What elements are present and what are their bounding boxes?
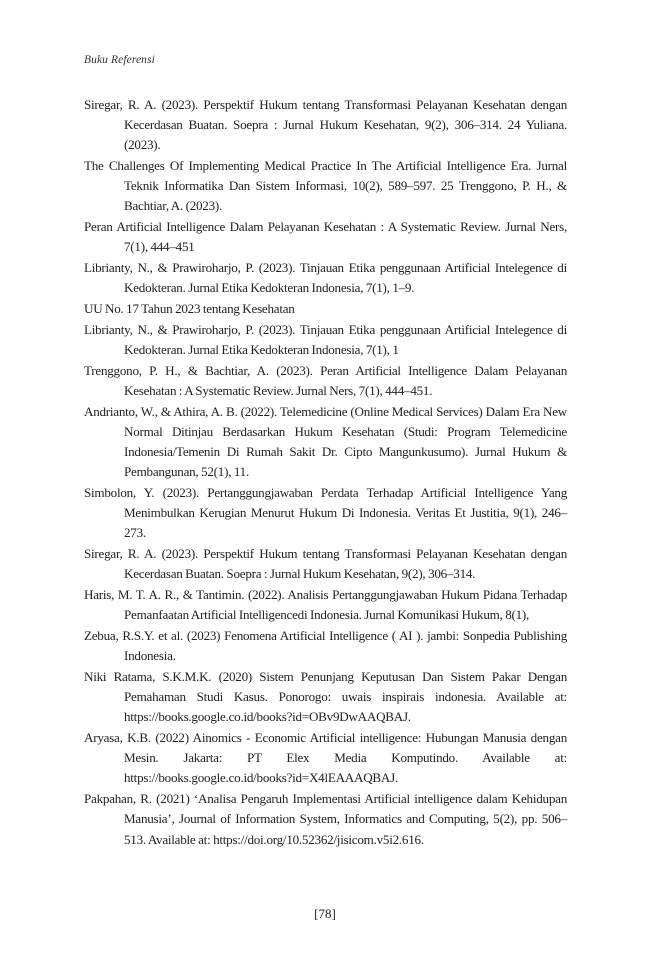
reference-entry: Simbolon, Y. (2023). Pertanggungjawaban Perdata Terhadap Artificial Intelligence Yang Menimbulkan Kerugian Menurut Hukum Di Indonesia. Veritas Et Justitia, 9(1), 246–273. [84,485,567,541]
running-header: Buku Referensi [84,54,155,66]
reference-entry: Aryasa, K.B. (2022) Ainomics - Economic Artificial intelligence: Hubungan Manusia dengan Mesin. Jakarta: PT Elex Media Komputindo. Available at: https://books.google.co.id/books?id=X4lEAAAQBAJ. [84,730,567,786]
page-number: [78] [314,906,336,921]
reference-list [84,95,567,850]
reference-entry: Niki Ratama, S.K.M.K. (2020) Sistem Penunjang Keputusan Dan Sistem Pakar Dengan Pemahaman Studi Kasus. Ponorogo: uwais inspirais indonesia. Available at: https://books.google.co.id/books?id=OBv9DwAAQBAJ. [84,669,567,725]
reference-entry: Pakpahan, R. (2021) ‘Analisa Pengaruh Implementasi Artificial intelligence dalam Kehidupan Manusia’, Journal of Information System, Informatics and Computing, 5(2), pp. 506–513. Available at: https://doi.org/10.52362/jisicom.v5i2.616. [84,791,567,847]
reference-entry: Trenggono, P. H., & Bachtiar, A. (2023). Peran Artificial Intelligence Dalam Pelayanan Kesehatan : A Systematic Review. Jurnal Ners, 7(1), 444–451. [84,363,567,399]
reference-entry: Siregar, R. A. (2023). Perspektif Hukum tentang Transformasi Pelayanan Kesehatan dengan Kecerdasan Buatan. Soepra : Jurnal Hukum Kesehatan, 9(2), 306–314. 24 Yuliana. (2023). [84,97,567,153]
reference-entry: The Challenges Of Implementing Medical Practice In The Artificial Intelligence Era. Jurnal Teknik Informatika Dan Sistem Informasi, 10(2), 589–597. 25 Trenggono, P. H., & Bachtiar, A. (2023). [84,158,567,214]
reference-entry: Librianty, N., & Prawiroharjo, P. (2023). Tinjauan Etika penggunaan Artificial Intelegence di Kedokteran. Jurnal Etika Kedokteran Indonesia, 7(1), 1–9. [84,260,567,296]
reference-entry: Siregar, R. A. (2023). Perspektif Hukum tentang Transformasi Pelayanan Kesehatan dengan Kecerdasan Buatan. Soepra : Jurnal Hukum Kesehatan, 9(2), 306–314. [84,546,567,582]
reference-entry: Zebua, R.S.Y. et al. (2023) Fenomena Artificial Intelligence ( AI ). jambi: Sonpedia Publishing Indonesia. [84,628,567,664]
reference-entry: Peran Artificial Intelligence Dalam Pelayanan Kesehatan : A Systematic Review. Jurnal Ners, 7(1), 444–451 [84,219,567,255]
reference-entry: UU No. 17 Tahun 2023 tentang Kesehatan [84,301,295,317]
reference-entry: Librianty, N., & Prawiroharjo, P. (2023). Tinjauan Etika penggunaan Artificial Intelegence di Kedokteran. Jurnal Etika Kedokteran Indonesia, 7(1), 1 [84,322,567,358]
reference-entry: Haris, M. T. A. R., & Tantimin. (2022). Analisis Pertanggungjawaban Hukum Pidana Terhadap Pemanfaatan Artificial Intelligencedi Indonesia. Jurnal Komunikasi Hukum, 8(1), [84,587,567,623]
reference-entry: Andrianto, W., & Athira, A. B. (2022). Telemedicine (Online Medical Services) Dalam Era New Normal Ditinjau Berdasarkan Hukum Kesehatan (Studi: Program Telemedicine Indonesia/Temenin Di Rumah Sakit Dr. Cipto Mangunkusumo). Jurnal Hukum & Pembangunan, 52(1), 11. [84,403,567,480]
